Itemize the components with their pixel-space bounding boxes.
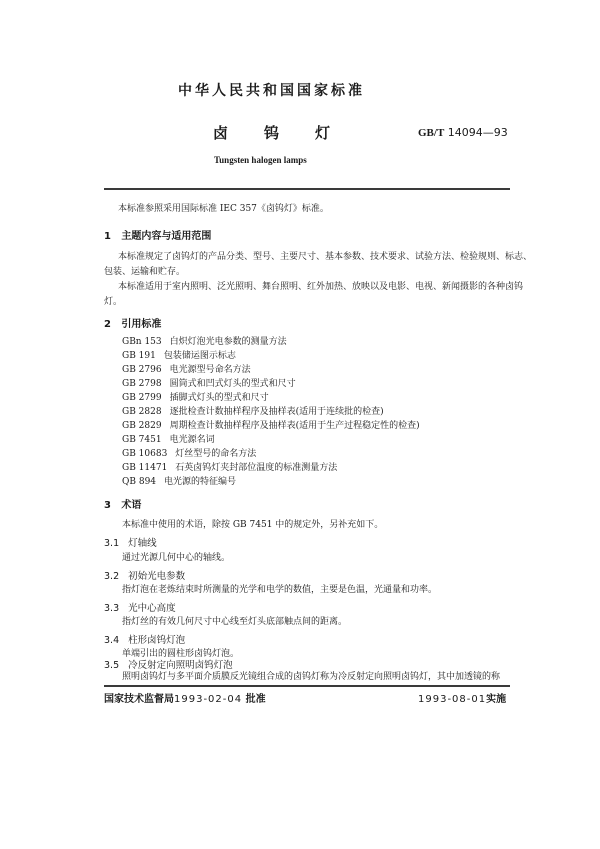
standard-code-prefix: GB/T	[418, 127, 445, 139]
approval-date: 1993-02-04	[174, 694, 243, 705]
term-definition: 照明卤钨灯与多平面介质膜反光镜组合成的卤钨灯称为冷反射定向照明卤钨灯，其中加透镜的称	[122, 672, 501, 682]
term-heading: 3.1 灯轴线	[104, 538, 157, 549]
term-definition: 指灯泡在老炼结束时所测量的光学和电学的数值，主要是色温，光通量和功率。	[122, 585, 438, 595]
header-divider	[104, 188, 510, 190]
title-char: 钨	[264, 124, 280, 142]
reference-item: GBn 153 白炽灯泡光电参数的测量方法	[122, 337, 287, 347]
reference-item: GB 2798 圆筒式和凹式灯头的型式和尺寸	[122, 379, 296, 389]
term-definition: 通过光源几何中心的轴线。	[122, 553, 231, 563]
section-number: 1	[104, 231, 111, 242]
approval-info	[104, 690, 266, 705]
section-1-paragraph: 本标准规定了卤钨灯的产品分类、型号、主要尺寸、基本参数、技术要求、试验方法、检验规则、标志、	[118, 252, 533, 262]
term-definition: 单端引出的圆柱形卤钨灯泡。	[122, 649, 240, 659]
section-1-paragraph: 本标准适用于室内照明、泛光照明、舞台照明、红外加热、放映以及电影、电视、新闻摄影的各种卤钨	[118, 282, 524, 292]
english-title: Tungsten halogen lamps	[214, 155, 307, 165]
section-3-intro: 本标准中使用的术语，除按 GB 7451 中的规定外，另补充如下。	[122, 520, 384, 530]
reference-item: GB 10683 灯丝型号的命名方法	[122, 449, 257, 459]
reference-item: GB 191 包装储运图示标志	[122, 351, 236, 361]
effective-info	[418, 690, 506, 705]
title-char: 卤	[213, 124, 229, 142]
section-title: 引用标准	[121, 319, 162, 330]
term-heading: 3.2 初始光电参数	[104, 571, 186, 582]
title-char: 灯	[315, 124, 331, 142]
section-number: 2	[104, 319, 111, 330]
reference-item: GB 2828 逐批检查计数抽样程序及抽样表(适用于连续批的检查)	[122, 407, 384, 417]
section-1-heading	[104, 227, 211, 242]
reference-item: GB 2799 插脚式灯头的型式和尺寸	[122, 393, 269, 403]
section-number: 3	[104, 500, 111, 511]
footer-divider	[104, 685, 510, 687]
term-heading: 3.5 冷反射定向照明卤钨灯泡	[104, 660, 233, 671]
term-heading: 3.4 柱形卤钨灯泡	[104, 635, 186, 646]
standard-code	[418, 126, 508, 139]
term-definition: 指灯丝的有效几何尺寸中心线至灯头底部触点间的距离。	[122, 617, 348, 627]
section-2-heading	[104, 315, 161, 330]
section-title: 术语	[121, 500, 142, 511]
effective-label: 实施	[486, 694, 507, 705]
section-1-paragraph: 灯。	[104, 297, 123, 307]
intro-paragraph: 本标准参照采用国际标准 IEC 357《卤钨灯》标准。	[118, 204, 329, 214]
reference-item: GB 2829 周期检查计数抽样程序及抽样表(适用于生产过程稳定性的检查)	[122, 421, 420, 431]
document-title	[213, 122, 366, 143]
reference-item: QB 894 电光源的特征编号	[122, 477, 237, 487]
reference-item: GB 2796 电光源型号命名方法	[122, 365, 251, 375]
section-title: 主题内容与适用范围	[121, 231, 212, 242]
issuing-body-header: 中华人民共和国国家标准	[178, 83, 365, 99]
effective-date: 1993-08-01	[418, 694, 487, 705]
section-1-paragraph: 包装、运输和贮存。	[104, 267, 186, 277]
standard-code-number: 14094—93	[447, 126, 508, 139]
approval-label: 批准	[245, 694, 266, 705]
issuer: 国家技术监督局	[104, 694, 174, 705]
section-3-heading	[104, 496, 141, 511]
reference-item: GB 11471 石英卤钨灯夹封部位温度的标准测量方法	[122, 463, 338, 473]
term-heading: 3.3 光中心高度	[104, 603, 176, 614]
reference-item: GB 7451 电光源名词	[122, 435, 215, 445]
